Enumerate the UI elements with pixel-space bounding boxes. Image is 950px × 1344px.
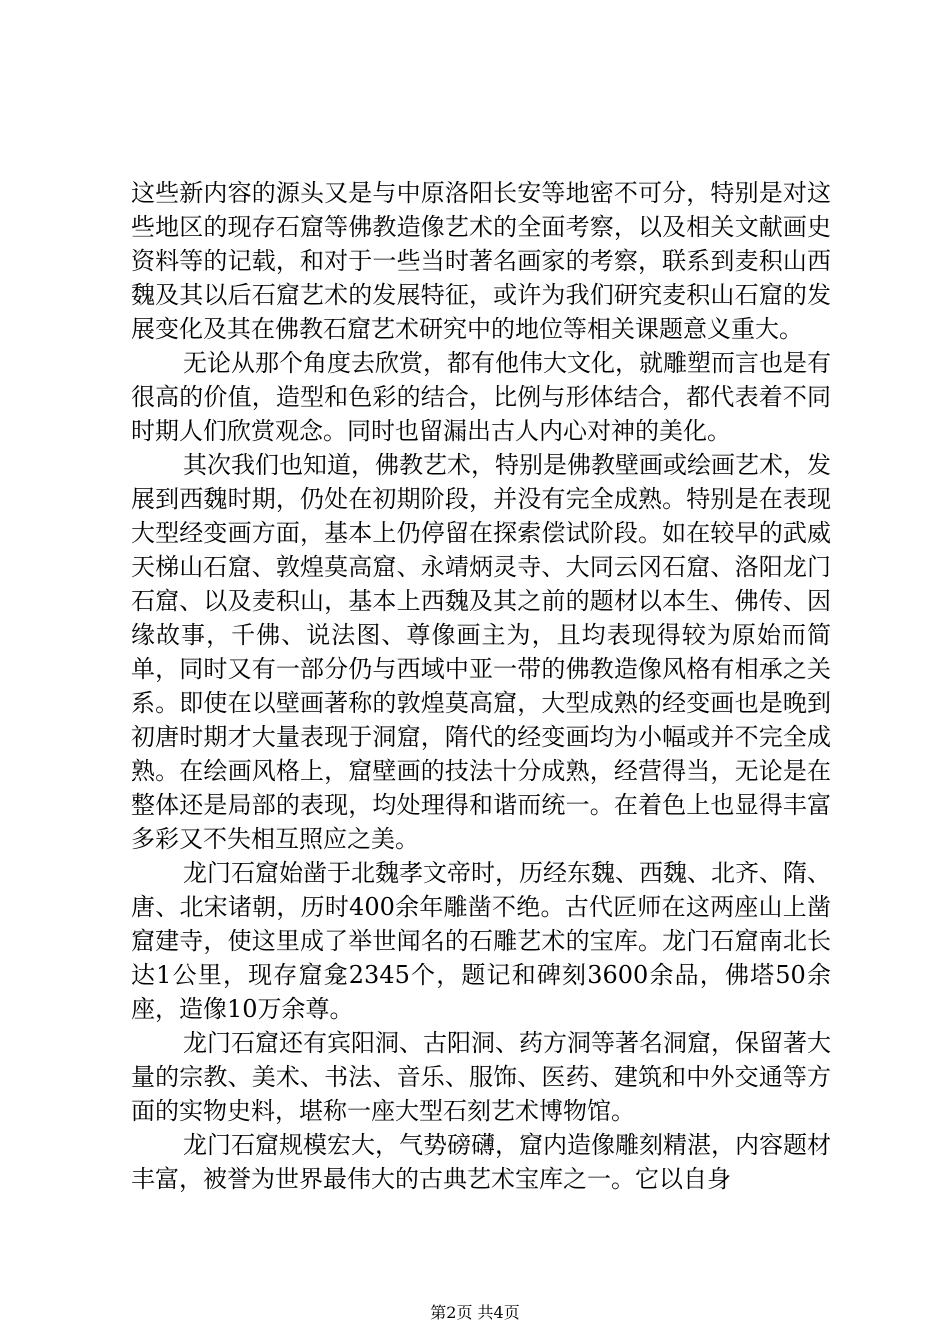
paragraph-1: 这些新内容的源头又是与中原洛阳长安等地密不可分，特别是对这些地区的现存石窟等佛教造像艺术的全面考察，以及相关文献画史资料等的记载，和对于一些当时著名画家的考察，联系到麦积山西魏及其以后石窟艺术的发展特征，或许为我们研究麦积山石窟的发展变化及其在佛教石窟艺术研究中的地位等相关课题意义重大。 <box>131 179 831 343</box>
paragraph-3: 其次我们也知道，佛教艺术，特别是佛教壁画或绘画艺术，发展到西魏时期，仍处在初期阶段，并没有完全成熟。特别是在表现大型经变画方面，基本上仍停留在探索偿试阶段。如在较早的武威天梯山石窟、敦煌莫高窟、永靖炳灵寺、大同云冈石窟、洛阳龙门石窟、以及麦积山，基本上西魏及其之前的题材以本生、佛传、因缘故事，千佛、说法图、尊像画主为，且均表现得较为原始而简单，同时又有一部分仍与西域中亚一带的佛教造像风格有相承之关系。即使在以壁画著称的敦煌莫高窟，大型成熟的经变画也是晚到初唐时期才大量表现于洞窟，隋代的经变画均为小幅或并不完全成熟。在绘画风格上，窟壁画的技法十分成熟，经营得当，无论是在整体还是局部的表现，均处理得和谐而统一。在着色上也显得丰富多彩又不失相互照应之美。 <box>131 451 831 853</box>
paragraph-2: 无论从那个角度去欣赏，都有他伟大文化，就雕塑而言也是有很高的价值，造型和色彩的结合，比例与形体结合，都代表着不同时期人们欣赏观念。同时也留漏出古人内心对神的美化。 <box>131 349 831 445</box>
body-text <box>131 176 831 1196</box>
paragraph-4: 龙门石窟始凿于北魏孝文帝时，历经东魏、西魏、北齐、隋、唐、北宋诸朝，历时400余年雕凿不绝。古代匠师在这两座山上凿窟建寺，使这里成了举世闻名的石雕艺术的宝库。龙门石窟南北长达1公里，现存窟龛2345个，题记和碑刻3600余品，佛塔50余座，造像10万余尊。 <box>131 859 831 1023</box>
page-number-footer: 第2页 共4页 <box>430 1303 520 1322</box>
paragraph-5: 龙门石窟还有宾阳洞、古阳洞、药方洞等著名洞窟，保留著大量的宗教、美术、书法、音乐、服饰、医药、建筑和中外交通等方面的实物史料，堪称一座大型石刻艺术博物馆。 <box>131 1029 831 1125</box>
paragraph-6: 龙门石窟规模宏大，气势磅礴，窟内造像雕刻精湛，内容题材丰富，被誉为世界最伟大的古典艺术宝库之一。它以自身 <box>131 1131 831 1193</box>
